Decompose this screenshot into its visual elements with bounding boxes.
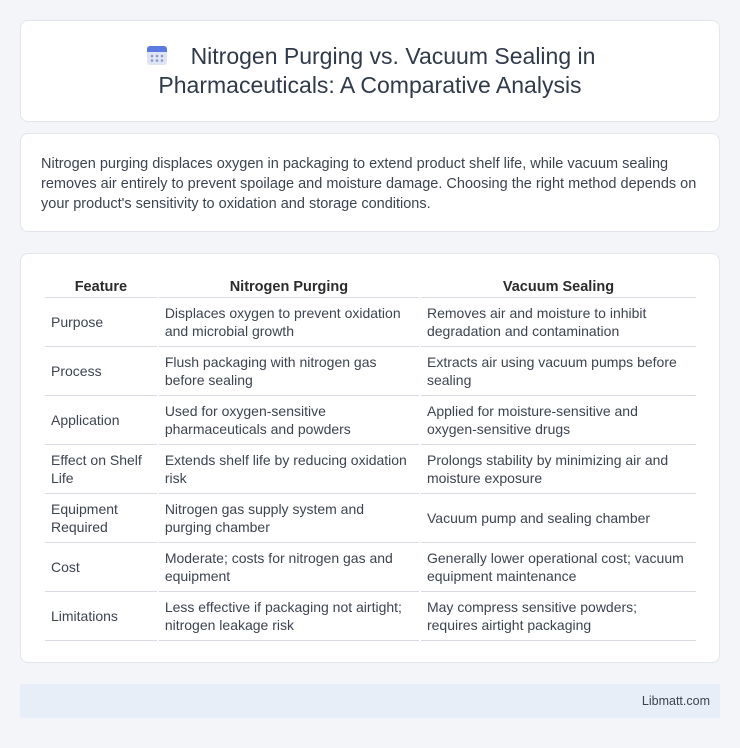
vacuum-cell: Vacuum pump and sealing chamber xyxy=(421,494,696,543)
title-line-1: Nitrogen Purging vs. Vacuum Sealing in xyxy=(190,43,596,69)
header-vacuum-sealing: Vacuum Sealing xyxy=(421,274,696,298)
nitrogen-cell: Moderate; costs for nitrogen gas and equipment xyxy=(159,543,419,592)
feature-cell: Cost xyxy=(45,543,157,592)
table-row xyxy=(45,592,696,641)
nitrogen-cell: Nitrogen gas supply system and purging chamber xyxy=(159,494,419,543)
table-row xyxy=(45,445,696,494)
vacuum-cell: Removes air and moisture to inhibit degradation and contamination xyxy=(421,298,696,347)
vacuum-cell: Applied for moisture-sensitive and oxygen-sensitive drugs xyxy=(421,396,696,445)
table-header-row xyxy=(45,274,696,298)
feature-cell: Effect on Shelf Life xyxy=(45,445,157,494)
footer xyxy=(20,684,720,718)
comparison-card xyxy=(20,253,720,663)
header-feature: Feature xyxy=(45,274,157,298)
nitrogen-cell: Displaces oxygen to prevent oxidation and microbial growth xyxy=(159,298,419,347)
title-card xyxy=(20,20,720,122)
footer-brand-link[interactable]: Libmatt.com xyxy=(641,694,710,708)
table-row xyxy=(45,347,696,396)
vacuum-cell: May compress sensitive powders; requires airtight packaging xyxy=(421,592,696,641)
nitrogen-cell: Less effective if packaging not airtight; nitrogen leakage risk xyxy=(159,592,419,641)
title-line-2: Pharmaceuticals: A Comparative Analysis xyxy=(158,72,582,98)
table-row xyxy=(45,543,696,592)
nitrogen-cell: Extends shelf life by reducing oxidation risk xyxy=(159,445,419,494)
table-row xyxy=(45,396,696,445)
feature-cell: Equipment Required xyxy=(45,494,157,543)
nitrogen-cell: Flush packaging with nitrogen gas before sealing xyxy=(159,347,419,396)
vacuum-cell: Generally lower operational cost; vacuum equipment maintenance xyxy=(421,543,696,592)
page-title xyxy=(145,42,596,100)
table-row xyxy=(45,494,696,543)
feature-cell: Process xyxy=(45,347,157,396)
table-row xyxy=(45,298,696,347)
feature-cell: Application xyxy=(45,396,157,445)
header-nitrogen-purging: Nitrogen Purging xyxy=(159,274,419,298)
vacuum-cell: Prolongs stability by minimizing air and moisture exposure xyxy=(421,445,696,494)
intro-text: Nitrogen purging displaces oxygen in packaging to extend product shelf life, while vacuum sealing removes air entirely to prevent spoilage and moisture damage. Choosing the right method depends on your product's sensitivity to oxidation and storage conditions. xyxy=(41,156,697,212)
nitrogen-cell: Used for oxygen-sensitive pharmaceuticals and powders xyxy=(159,396,419,445)
calendar-icon xyxy=(145,43,169,67)
comparison-table xyxy=(43,274,698,641)
intro-card xyxy=(20,133,720,232)
feature-cell: Limitations xyxy=(45,592,157,641)
feature-cell: Purpose xyxy=(45,298,157,347)
vacuum-cell: Extracts air using vacuum pumps before sealing xyxy=(421,347,696,396)
